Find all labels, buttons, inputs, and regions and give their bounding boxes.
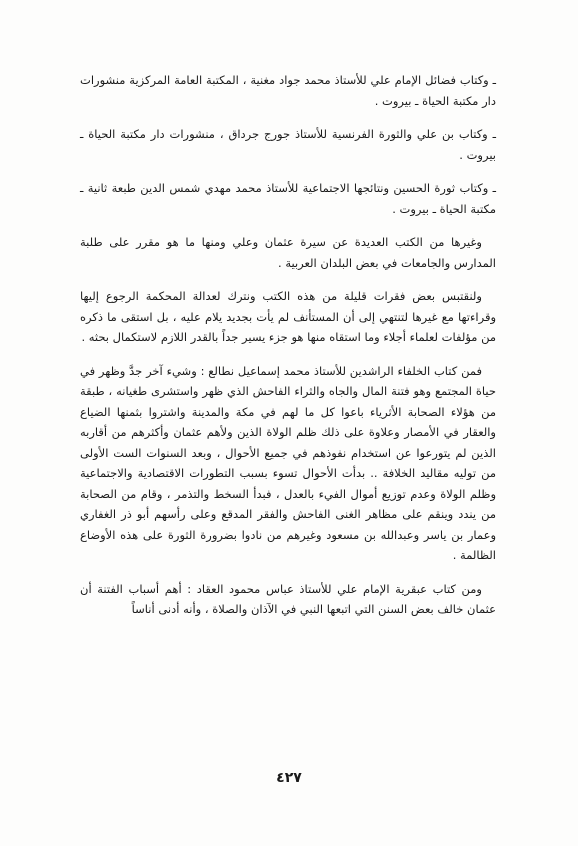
page-body-text — [80, 70, 496, 633]
reference-item-1: ـ وكتاب فضائل الإمام علي للأستاذ محمد جواد مغنية ، المكتبة العامة المركزية منشورات دار مكتبة الحياة ـ بيروت . — [80, 73, 496, 108]
reference-item-2: ـ وكتاب بن علي والثورة الفرنسية للأستاذ جورج جرداق ، منشورات دار مكتبة الحياة ـ بيروت . — [80, 127, 496, 162]
reference-item-3: ـ وكتاب ثورة الحسين ونتائجها الاجتماعية للأستاذ محمد مهدي شمس الدين طبعة ثانية ـ مكتبة الحياة ـ بيروت . — [80, 181, 496, 216]
paragraph-rashidun-quote: فمن كتاب الخلفاء الراشدين للأستاذ محمد إسماعيل نطالع : وشيء آخر جدَّ وظهر في حياة المجتمع وهو فتنة المال والجاه والثراء الفاحش الذي ظهر واستشرى طغيانه ، طبقة من هؤلاء الصحابة الأثرياء باعوا كل ما لهم في مكة والمدينة واشتروا بثمنها الضياع والعقار في الأمصار وعلاوة على ذلك ظلم الولاة الذين ولأهم عثمان وأكثرهم من أقاربه الذين لم يتورعوا عن استخدام نفوذهم في جميع الأحوال ، وبعد السنوات الست الأولى من توليه مقاليد الخلافة .. بدأت الأحوال تسوء بسبب التطورات الاقتصادية والاجتماعية وظلم الولاة وعدم توزيع أموال الفيء بالعدل ، فبدأ السخط والتذمر ، وقام من الصحابة من يندد وينقم على مظاهر الغنى الفاحش والفقر المدقع وعلى رأسهم أبو ذر الغفاري وعمار بن ياسر وعبدالله بن مسعود وغيرهم من نادوا بضرورة الثورة على هذه الأوضاع الظالمة . — [80, 363, 496, 562]
paragraph-aqqad-quote: ومن كتاب عبقرية الإمام علي للأستاذ عباس محمود العقاد : أهم أسباب الفتنة أن عثمان خالف بعض السنن التي اتبعها النبي في الآذان والصلاة ، وأنه أدنى أناساً — [80, 581, 496, 616]
page-number: ٤٢٧ — [276, 770, 302, 786]
paragraph-other-books: وغيرها من الكتب العديدة عن سيرة عثمان وعلي ومنها ما هو مقرر على طلبة المدارس والجامعات في بعض البلدان العربية . — [80, 235, 496, 270]
paragraph-quotes-intro: ولنقتبس بعض فقرات قليلة من هذه الكتب ونترك لعدالة المحكمة الرجوع إليها وقراءتها مع غيرها لتنتهي إلى أن المستأنف لم يأت بجديد يلام عليه ، بل استقى ما ذكره من مؤلفات لعلماء أجلاء وما استقاه منها هو جزء يسير جداً بالقدر اللازم لاستكمال بحثه . — [80, 289, 496, 344]
